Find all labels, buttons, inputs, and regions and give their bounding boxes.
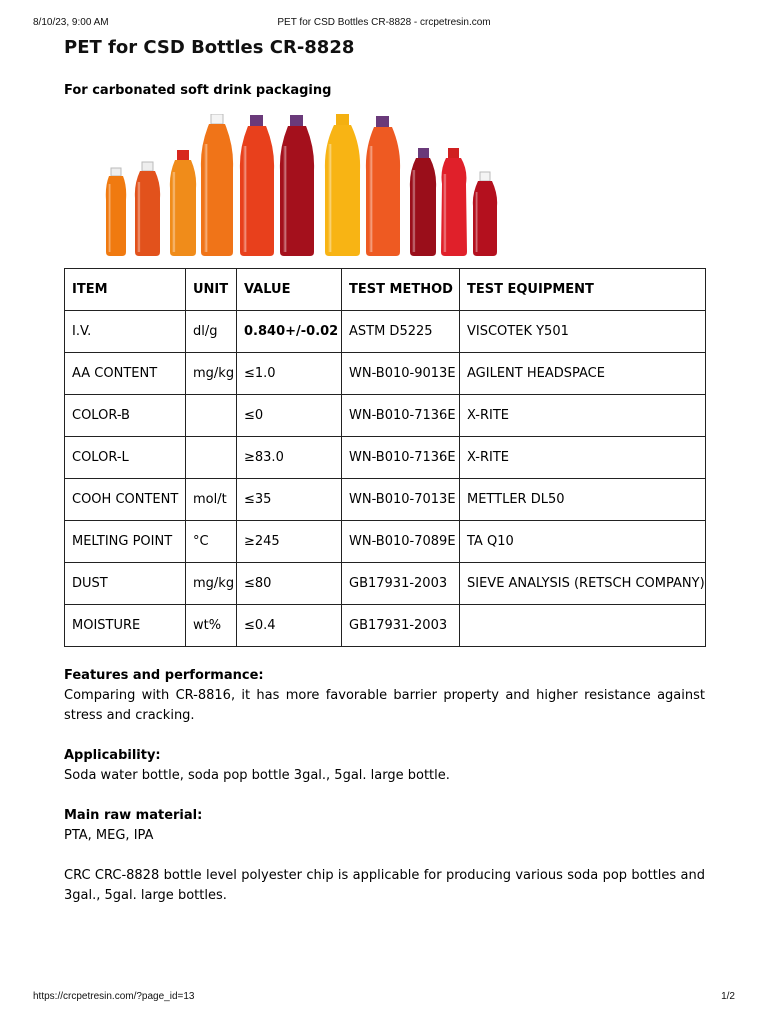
bottle-3: [170, 150, 196, 256]
cell-value: ≤0: [237, 395, 342, 437]
features-text: Comparing with CR-8816, it has more favorable barrier property and higher resistance against stress and cracking.: [64, 688, 705, 723]
table-row: [65, 353, 706, 395]
applicability-text: Soda water bottle, soda pop bottle 3gal., 5gal. large bottle.: [64, 768, 450, 783]
cell-unit: [186, 437, 237, 479]
cell-test-equipment: X-RITE: [460, 437, 706, 479]
cell-unit: mg/kg: [186, 563, 237, 605]
applicability-section: [64, 746, 705, 786]
print-footer: [33, 991, 735, 1005]
raw-material-text: PTA, MEG, IPA: [64, 828, 154, 843]
bottle-2: [135, 162, 160, 256]
cell-value: ≤80: [237, 563, 342, 605]
cell-test-method: WN-B010-7136E: [342, 437, 460, 479]
cell-unit: wt%: [186, 605, 237, 647]
cell-test-method: WN-B010-7136E: [342, 395, 460, 437]
header-test-method: TEST METHOD: [342, 269, 460, 311]
header-value: VALUE: [237, 269, 342, 311]
cell-unit: mg/kg: [186, 353, 237, 395]
cell-value: ≤35: [237, 479, 342, 521]
specs-table: [64, 268, 706, 647]
subtitle: For carbonated soft drink packaging: [64, 83, 332, 98]
bottle-11: [473, 172, 497, 256]
cell-unit: mol/t: [186, 479, 237, 521]
header-unit: UNIT: [186, 269, 237, 311]
cell-test-method: ASTM D5225: [342, 311, 460, 353]
table-row: [65, 311, 706, 353]
page-number: 1/2: [721, 991, 735, 1002]
cell-test-method: GB17931-2003: [342, 605, 460, 647]
bottle-6: [280, 115, 314, 256]
cell-test-method: WN-B010-7089E: [342, 521, 460, 563]
features-section: [64, 666, 705, 726]
cell-test-equipment: VISCOTEK Y501: [460, 311, 706, 353]
applicability-label: Applicability:: [64, 748, 161, 763]
cell-unit: °C: [186, 521, 237, 563]
cell-item: MOISTURE: [65, 605, 186, 647]
cell-value: ≥83.0: [237, 437, 342, 479]
print-url[interactable]: https://crcpetresin.com/?page_id=13: [33, 991, 195, 1002]
cell-test-equipment: [460, 605, 706, 647]
print-title: PET for CSD Bottles CR-8828 - crcpetresin.com: [277, 17, 491, 28]
bottle-4: [201, 114, 233, 256]
table-row: [65, 437, 706, 479]
table-row: [65, 605, 706, 647]
cell-item: COLOR-B: [65, 395, 186, 437]
table-header-row: [65, 269, 706, 311]
cell-unit: [186, 395, 237, 437]
bottle-10: [441, 148, 467, 256]
cell-test-equipment: TA Q10: [460, 521, 706, 563]
bottle-7: [325, 114, 360, 256]
table-row: [65, 395, 706, 437]
raw-material-label: Main raw material:: [64, 808, 203, 823]
header-item: ITEM: [65, 269, 186, 311]
cell-value: 0.840+/-0.02: [237, 311, 342, 353]
cell-test-equipment: METTLER DL50: [460, 479, 706, 521]
print-datetime: 8/10/23, 9:00 AM: [33, 17, 109, 28]
print-header: [33, 17, 735, 31]
raw-material-section: [64, 806, 705, 846]
cell-item: DUST: [65, 563, 186, 605]
cell-test-equipment: SIEVE ANALYSIS (RETSCH COMPANY): [460, 563, 706, 605]
cell-item: COOH CONTENT: [65, 479, 186, 521]
cell-value: ≥245: [237, 521, 342, 563]
cell-item: I.V.: [65, 311, 186, 353]
features-label: Features and performance:: [64, 668, 264, 683]
cell-test-equipment: X-RITE: [460, 395, 706, 437]
cell-test-method: WN-B010-7013E: [342, 479, 460, 521]
bottle-9: [410, 148, 436, 256]
bottles-image: [100, 114, 520, 262]
cell-value: ≤1.0: [237, 353, 342, 395]
cell-test-method: WN-B010-9013E: [342, 353, 460, 395]
cell-test-method: GB17931-2003: [342, 563, 460, 605]
page-title: PET for CSD Bottles CR-8828: [64, 37, 355, 58]
table-row: [65, 479, 706, 521]
closing-paragraph: CRC CRC-8828 bottle level polyester chip is applicable for producing various soda pop bottles and 3gal., 5gal. large bottles.: [64, 868, 705, 903]
cell-item: AA CONTENT: [65, 353, 186, 395]
cell-unit: dl/g: [186, 311, 237, 353]
bottle-5: [240, 115, 274, 256]
cell-item: MELTING POINT: [65, 521, 186, 563]
table-row: [65, 563, 706, 605]
cell-item: COLOR-L: [65, 437, 186, 479]
bottle-8: [366, 116, 400, 256]
bottle-1: [106, 168, 126, 256]
header-test-equipment: TEST EQUIPMENT: [460, 269, 706, 311]
cell-test-equipment: AGILENT HEADSPACE: [460, 353, 706, 395]
table-row: [65, 521, 706, 563]
cell-value: ≤0.4: [237, 605, 342, 647]
document-content: [64, 36, 705, 906]
